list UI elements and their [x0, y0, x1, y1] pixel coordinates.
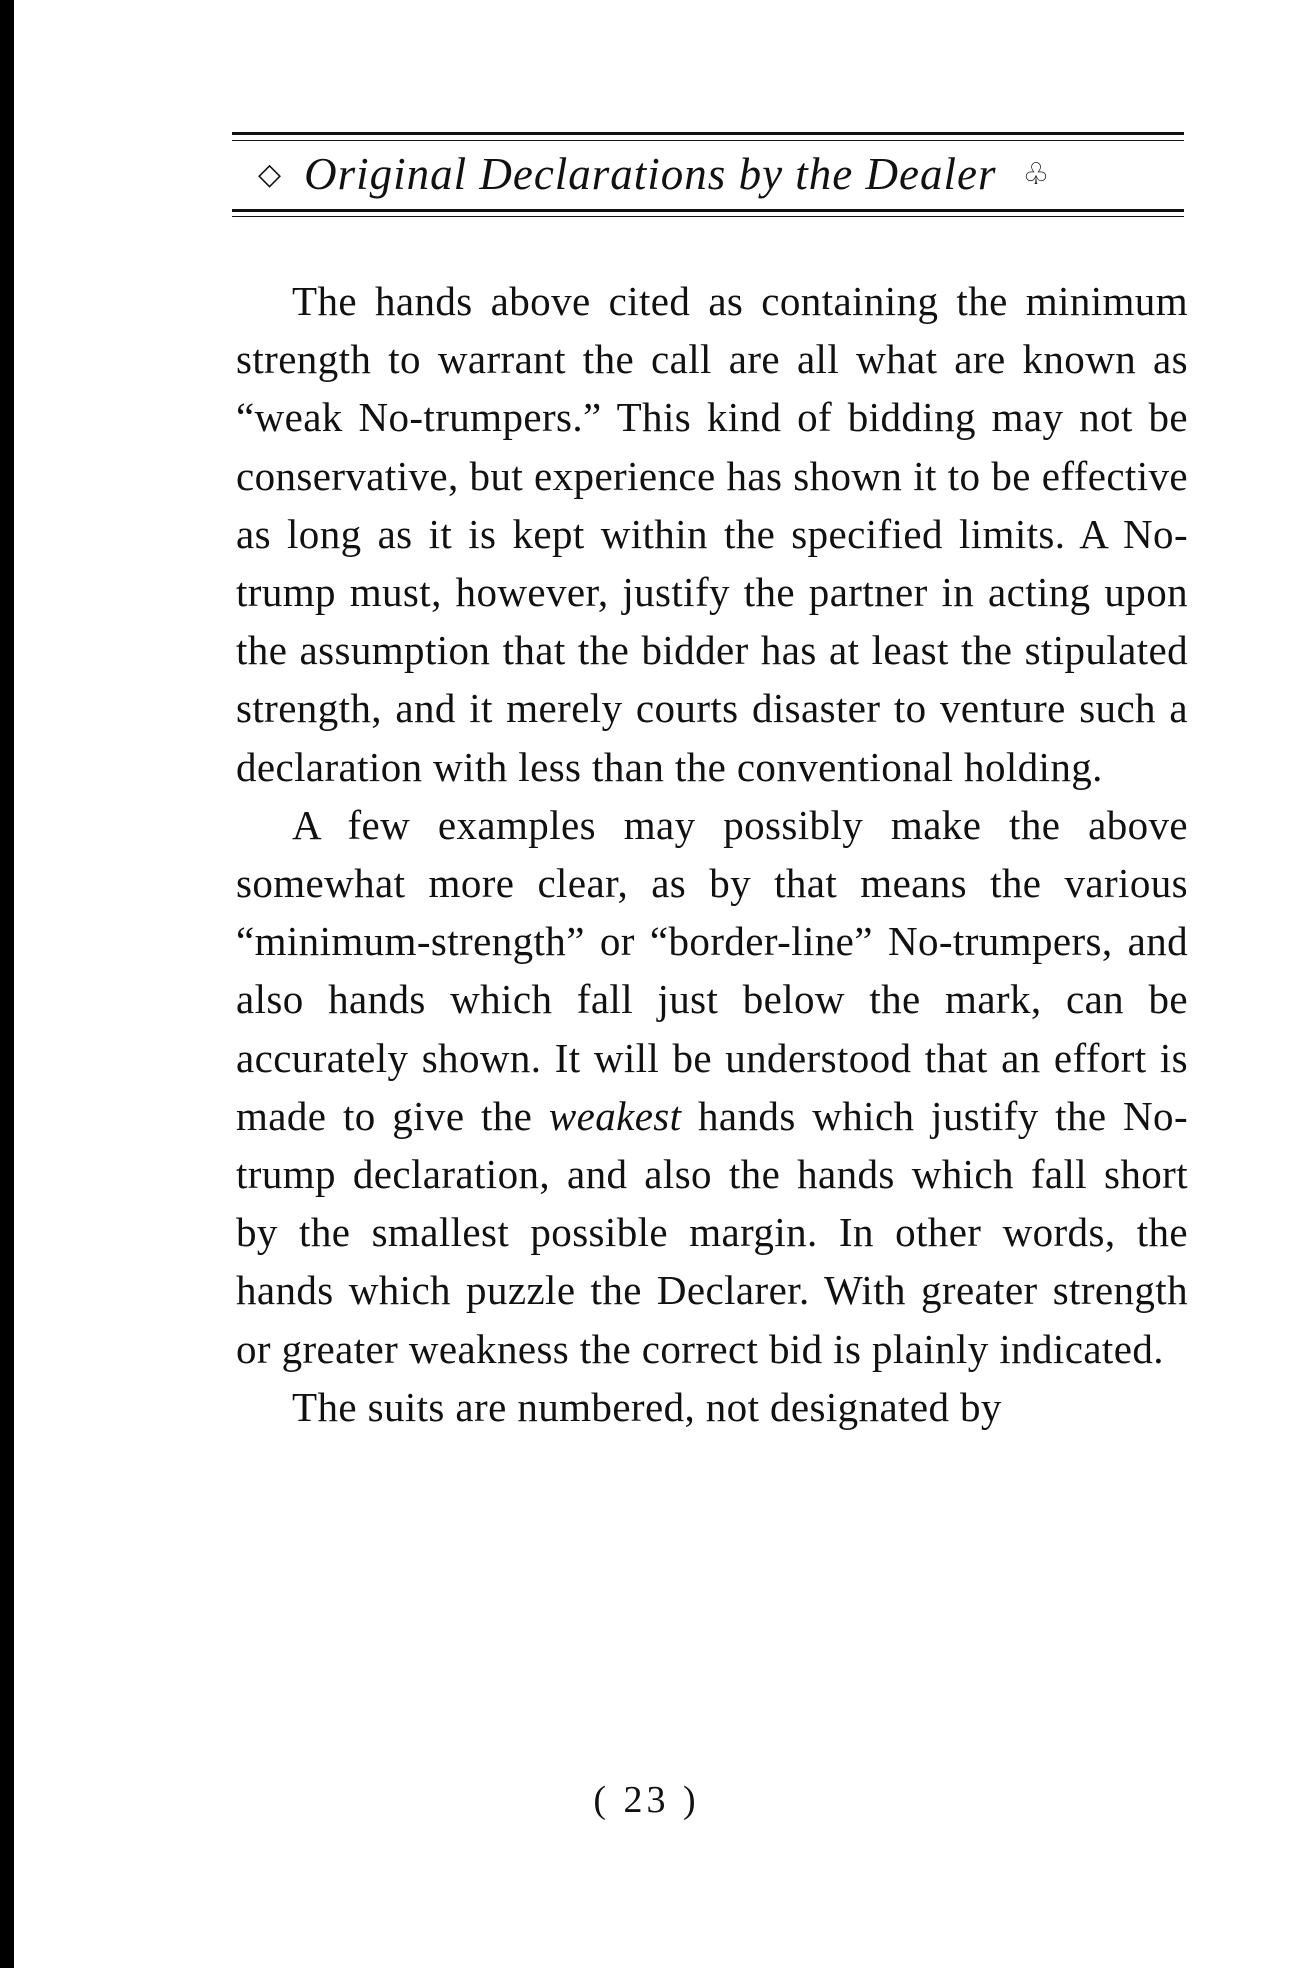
page-number: ( 23 ) [593, 1779, 700, 1821]
paragraph-2-text-before: A few examples may possibly make the above somewhat more clear, as by that means the various “minimum-strength” or “border-line” No-trumpers, and also hands which fall just below the mark, can be accurately shown. It will be understood that an effort is made to give the [236, 801, 1188, 1139]
running-header [232, 132, 1184, 217]
paragraph-2-text-after: hands which justify the No-trump declaration, and also the hands which fall short by the smallest possible margin. In other words, the hands which puzzle the Declarer. With greater strength or greater weakness the correct bid is plainly indicated. [236, 1092, 1189, 1372]
running-head-title: Original Declarations by the Dealer [304, 149, 997, 199]
club-icon: ♧ [1022, 157, 1051, 191]
paragraph-1: The hands above cited as containing the minimum strength to warrant the call are all what are known as “weak No-trumpers.” This kind of bidding may not be conservative, but experience has shown it to be effective as long as it is kept within the specified limits. A No-trump must, however, justify the partner in acting upon the assumption that the bidder has at least the stipulated strength, and it merely courts disaster to venture such a declaration with less than the conventional holding. [236, 278, 1188, 790]
body-text [236, 272, 1188, 1436]
paragraph-2-emphasis: weakest [548, 1092, 682, 1139]
header-rule-top [232, 132, 1184, 135]
book-spine-edge [0, 0, 14, 1968]
header-rule-bottom [232, 209, 1184, 212]
paragraph-2 [236, 796, 1188, 1378]
running-head [232, 141, 1184, 207]
header-rule-bottom-thin [232, 216, 1184, 217]
diamond-icon: ◇ [258, 157, 283, 191]
paragraph-3: The suits are numbered, not designated by [292, 1383, 1002, 1430]
